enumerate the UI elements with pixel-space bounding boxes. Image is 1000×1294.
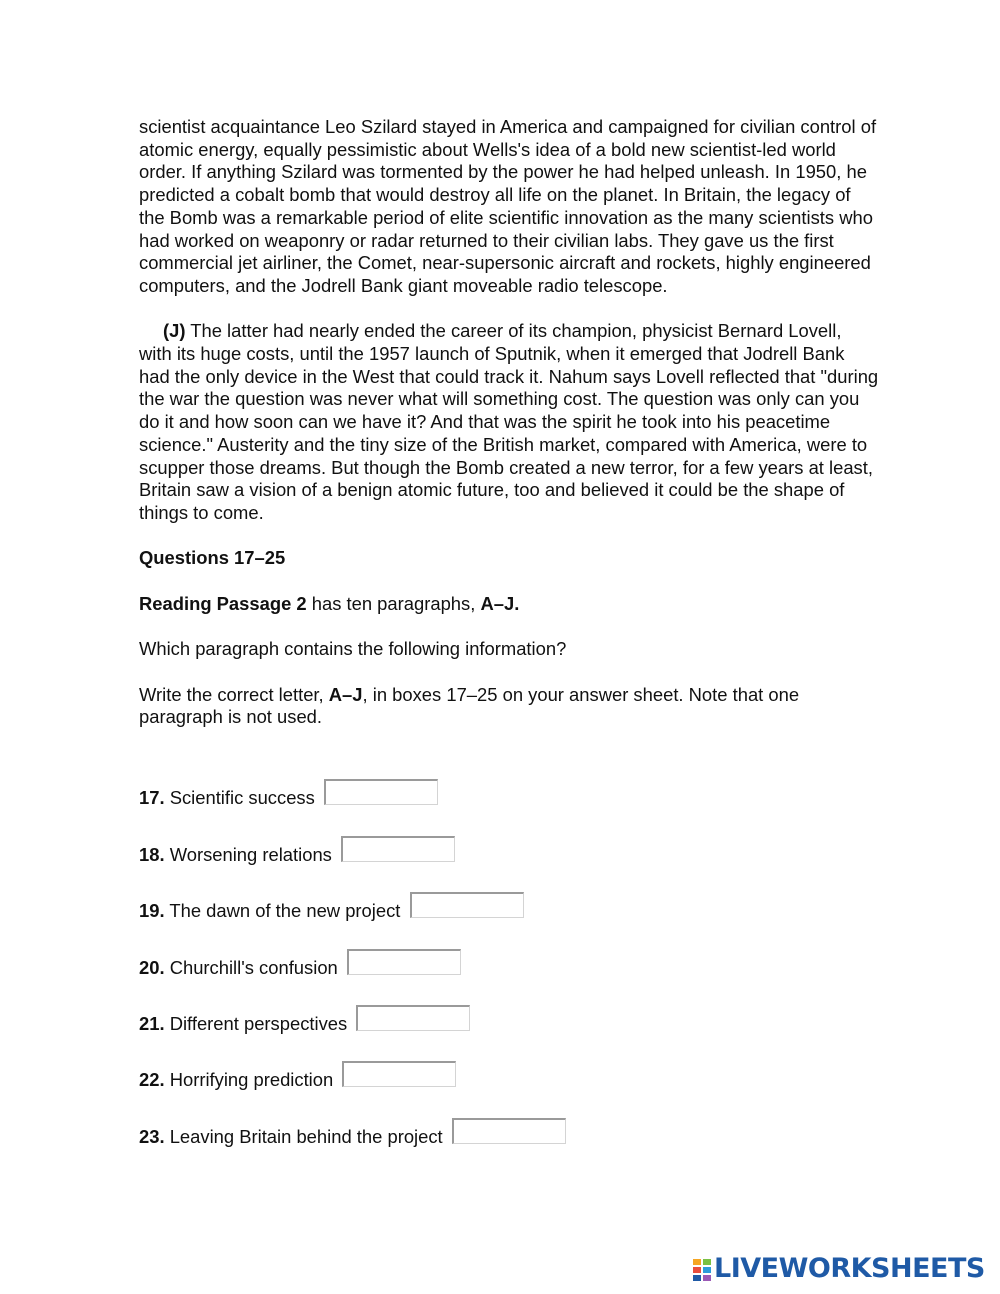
question-text: Different perspectives bbox=[164, 1013, 348, 1034]
question-21 bbox=[139, 1009, 470, 1035]
questions-heading: Questions 17–25 bbox=[139, 547, 286, 569]
paragraph-j-label: (J) bbox=[163, 320, 186, 342]
question-number: 17. bbox=[139, 787, 165, 808]
brand-name: LIVEWORKSHEETS bbox=[714, 1253, 985, 1284]
question-text: Churchill's confusion bbox=[164, 957, 338, 978]
answer-box-17[interactable] bbox=[324, 779, 438, 805]
question-number: 18. bbox=[139, 844, 165, 865]
liveworksheets-logo-icon bbox=[692, 1256, 712, 1282]
answer-box-20[interactable] bbox=[347, 949, 461, 975]
question-18 bbox=[139, 840, 455, 866]
question-text: Horrifying prediction bbox=[164, 1069, 334, 1090]
question-23 bbox=[139, 1122, 566, 1148]
question-number: 19. bbox=[139, 900, 165, 921]
question-text: Worsening relations bbox=[164, 844, 332, 865]
question-20 bbox=[139, 953, 461, 979]
passage-text bbox=[139, 116, 879, 729]
answer-box-23[interactable] bbox=[452, 1118, 566, 1144]
paragraph-j-text: The latter had nearly ended the career of its champion, physicist Bernard Lovell, with its huge costs, until the 1957 launch of Sputnik, when it emerged that Jodrell Bank had the only device in the West that could track it. Nahum says Lovell reflected that "during the war the question was never what will something cost. The question was only can you do it and how soon can we have it? And that was the spirit he took into his peacetime science." Austerity and the tiny size of the British market, compared with America, were to scupper those dreams. But though the Bomb created a new terror, for a few years at least, Britain saw a vision of a benign atomic future, too and believed it could be the shape of things to come. bbox=[139, 320, 879, 523]
question-number: 22. bbox=[139, 1069, 165, 1090]
question-number: 21. bbox=[139, 1013, 165, 1034]
paragraph-j bbox=[139, 320, 879, 524]
question-text: The dawn of the new project bbox=[164, 900, 401, 921]
answer-box-18[interactable] bbox=[341, 836, 455, 862]
answer-box-21[interactable] bbox=[356, 1005, 470, 1031]
question-number: 20. bbox=[139, 957, 165, 978]
question-22 bbox=[139, 1065, 456, 1091]
paragraph-i-end: scientist acquaintance Leo Szilard stayed in America and campaigned for civilian control of atomic energy, equally pessimistic about Wells's idea of a bold new scientist-led world order. If anything Szilard was tormented by the power he had helped unleash. In 1950, he predicted a cobalt bomb that would destroy all life on the planet. In Britain, the legacy of the Bomb was a remarkable period of elite scientific innovation as the many scientists who had worked on weaponry or radar returned to their civilian labs. They gave us the first commercial jet airliner, the Comet, near-supersonic aircraft and rockets, highly engineered computers, and the Jodrell Bank giant moveable radio telescope. bbox=[139, 116, 877, 296]
question-19 bbox=[139, 896, 524, 922]
question-text: Scientific success bbox=[164, 787, 315, 808]
question-number: 23. bbox=[139, 1126, 165, 1147]
answer-box-19[interactable] bbox=[410, 892, 524, 918]
instruction-passage-info: Reading Passage 2 has ten paragraphs, A–J. bbox=[139, 592, 520, 614]
question-text: Leaving Britain behind the project bbox=[164, 1126, 443, 1147]
answer-box-22[interactable] bbox=[342, 1061, 456, 1087]
instruction-write-letter: Write the correct letter, A–J, in boxes 17–25 on your answer sheet. Note that one paragraph is not used. bbox=[139, 683, 800, 728]
liveworksheets-branding bbox=[692, 1254, 985, 1284]
instruction-which-paragraph: Which paragraph contains the following information? bbox=[139, 638, 567, 660]
question-17 bbox=[139, 783, 438, 809]
